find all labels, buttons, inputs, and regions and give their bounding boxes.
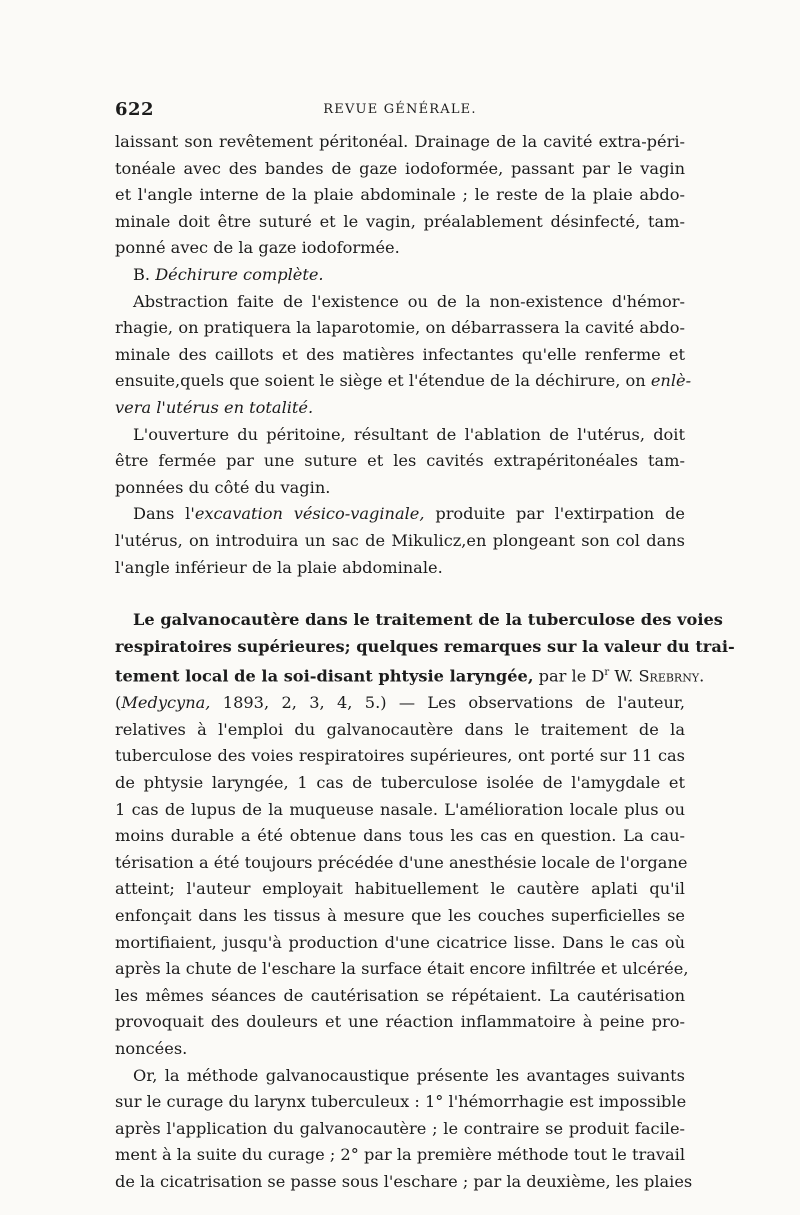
citation-rest: 1893, 2, 3, 4, 5.) — Les observations de l'auteur, bbox=[210, 693, 685, 713]
text-line: de phtysie laryngée, 1 cas de tuberculose isolée de l'amygdale et bbox=[115, 773, 685, 793]
citation-open: ( bbox=[115, 693, 122, 713]
text-line: 1 cas de lupus de la muqueuse nasale. L'amélioration locale plus ou bbox=[115, 799, 685, 819]
author-sup: r bbox=[604, 667, 610, 679]
text-line bbox=[115, 501, 685, 528]
text-line: relatives à l'emploi du galvanocautère dans le traitement de la bbox=[115, 719, 685, 739]
text-line: et l'angle interne de la plaie abdominale ; le reste de la plaie abdo- bbox=[115, 185, 685, 205]
text-line: térisation a été toujours précédée d'une anesthésie locale de l'organe bbox=[115, 852, 688, 872]
author-name: W. Srebrny. bbox=[609, 666, 705, 686]
text-line: minale doit être suturé et le vagin, préalablement désinfecté, tam- bbox=[115, 211, 685, 231]
text-line: L'ouverture du péritoine, résultant de l'ablation de l'utérus, doit bbox=[133, 424, 685, 444]
text-line: tonéale avec des bandes de gaze iodoformée, passant par le vagin bbox=[115, 158, 685, 178]
text-line: rhagie, on pratiquera la laparotomie, on débarrassera la cavité abdo- bbox=[115, 318, 685, 338]
text-line: vera l'utérus en totalité. bbox=[115, 397, 314, 417]
page-header bbox=[115, 99, 685, 125]
text-line: de la cicatrisation se passe sous l'eschare ; par la deuxième, les plaies bbox=[115, 1171, 693, 1191]
text-line: provoquait des douleurs et une réaction inflammatoire à peine pro- bbox=[115, 1012, 685, 1032]
citation-line bbox=[115, 690, 685, 717]
section-label: B. bbox=[133, 264, 156, 284]
text-run: produite par l'extirpation de bbox=[424, 504, 685, 524]
text-run: ensuite,quels que soient le siège et l'étendue de la déchirure, on bbox=[115, 371, 651, 391]
running-head: REVUE GÉNÉRALE. bbox=[323, 102, 477, 117]
text-line: enfonçait dans les tissus à mesure que les couches superficielles se bbox=[115, 906, 685, 926]
article-title-line bbox=[115, 660, 705, 690]
text-line: atteint; l'auteur employait habituellement le cautère aplati qu'il bbox=[115, 879, 685, 899]
section-heading-b bbox=[115, 262, 685, 289]
text-line: les mêmes séances de cautérisation se répétaient. La cautérisation bbox=[115, 985, 685, 1005]
article-title-line: Le galvanocautère dans le traitement de la tuberculose des voies bbox=[133, 610, 723, 630]
text-line: Abstraction faite de l'existence ou de la non-existence d'hémor- bbox=[133, 291, 685, 311]
text-line: minale des caillots et des matières infectantes qu'elle renferme et bbox=[115, 344, 685, 364]
article-title-line: respiratoires supérieures; quelques remarques sur la valeur du trai- bbox=[115, 636, 735, 656]
text-line: l'utérus, on introduira un sac de Mikulicz,en plongeant son col dans bbox=[115, 530, 685, 550]
article-title-run: tement local de la soi-disant phtysie laryngée, bbox=[115, 666, 534, 686]
text-line: ment à la suite du curage ; 2° par la première méthode tout le travail bbox=[115, 1145, 686, 1165]
text-line: sur le curage du larynx tuberculeux : 1° l'hémorrhagie est impossible bbox=[115, 1092, 687, 1112]
text-run: Dans l' bbox=[133, 504, 195, 524]
text-line: tuberculose des voies respiratoires supérieures, ont porté sur 11 cas bbox=[115, 746, 685, 766]
section-title: Déchirure complète. bbox=[155, 264, 324, 284]
text-line: laissant son revêtement péritonéal. Drainage de la cavité extra-péri- bbox=[115, 132, 685, 151]
text-line: moins durable a été obtenue dans tous les cas en question. La cau- bbox=[115, 826, 685, 846]
citation-journal: Medycyna, bbox=[121, 693, 211, 713]
text-line: être fermée par une suture et les cavités extrapéritonéales tam- bbox=[115, 451, 685, 471]
text-line: Or, la méthode galvanocaustique présente les avantages suivants bbox=[133, 1065, 685, 1085]
italic-run: enlè- bbox=[650, 371, 692, 391]
text-line: noncées. bbox=[115, 1038, 188, 1058]
text-line: après l'application du galvanocautère ; le contraire se produit facile- bbox=[115, 1118, 685, 1138]
italic-run: excavation vésico-vaginale, bbox=[194, 504, 425, 524]
text-line: ponnées du côté du vagin. bbox=[115, 477, 331, 497]
text-line: l'angle inférieur de la plaie abdominale. bbox=[115, 557, 443, 577]
text-line: mortifiaient, jusqu'à production d'une cicatrice lisse. Dans le cas où bbox=[115, 932, 685, 952]
text-line: après la chute de l'eschare la surface était encore infiltrée et ulcérée, bbox=[115, 959, 689, 979]
author-prefix: par le D bbox=[533, 666, 605, 686]
page-body bbox=[115, 129, 735, 1196]
text-line: ponné avec de la gaze iodoformée. bbox=[115, 238, 400, 258]
section-gap bbox=[115, 581, 685, 607]
page-number: 622 bbox=[115, 99, 155, 120]
text-line bbox=[115, 368, 692, 395]
